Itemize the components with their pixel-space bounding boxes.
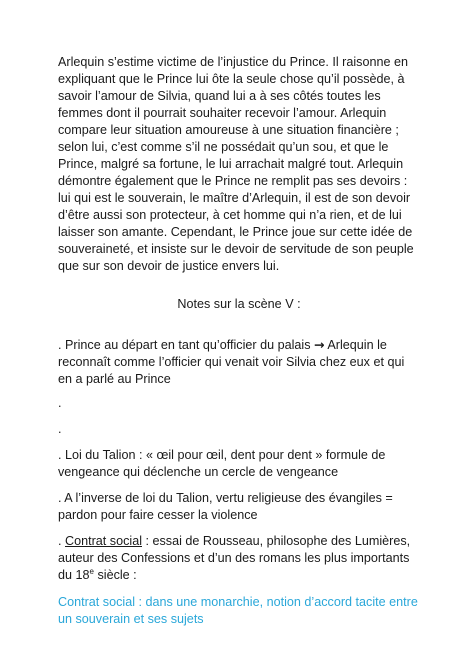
note-prince-officer-text-end: Arlequin le reconnaît comme l’officier qui venait voir Silvia chez eux et qui en a parlé au Prince	[58, 338, 405, 386]
contrat-social-term: Contrat social	[65, 534, 142, 548]
note-prince-officer-text-start: . Prince au départ en tant qu’officier du palais	[58, 338, 315, 352]
note-contrat-social-end: siècle :	[93, 568, 137, 582]
note-contrat-social-body: : essai de Rousseau, philosophe des Lumières, auteur des Confessions et d’un des romans les plus importants du 18	[58, 534, 411, 582]
note-empty-bullet-2: .	[58, 422, 62, 436]
document-page	[58, 54, 420, 628]
body-paragraph: Arlequin s’estime victime de l’injustice du Prince. Il raisonne en expliquant que le Prince lui ôte la seule chose qu’il possède, à savoir l’amour de Silvia, quand lui a à ses côtés toutes les femmes dont il pourrait souhaiter recevoir l’amour. Arlequin compare leur situation amoureuse à une situation financière ; selon lui, c’est comme s’il ne possédait qu’un sou, et que le Prince, malgré sa fortune, le lui arrachait malgré tout. Arlequin démontre également que le Prince ne remplit pas ses devoirs : lui qui est le souverain, le maître d’Arlequin, il est de son devoir d’être aussi son protecteur, à cet homme qui n’a rien, et de lui laisser son amante. Cependant, le Prince joue sur cette idée de souveraineté, et insiste sur le devoir de servitude de son peuple que sur son devoir de justice envers lui.	[58, 55, 414, 273]
note-contrat-social-prefix: .	[58, 534, 65, 548]
notes-heading: Notes sur la scène V :	[177, 297, 301, 311]
note-empty-bullet-1: .	[58, 396, 62, 410]
note-prince-officer	[58, 336, 420, 388]
note-evangiles-pardon: . A l’inverse de loi du Talion, vertu religieuse des évangiles = pardon pour faire cesser la violence	[58, 491, 393, 522]
note-contrat-social-definition: Contrat social : dans une monarchie, notion d’accord tacite entre un souverain et ses sujets	[58, 595, 418, 626]
note-contrat-social	[58, 533, 420, 584]
note-loi-talion: . Loi du Talion : « œil pour œil, dent pour dent » formule de vengeance qui déclenche un cercle de vengeance	[58, 448, 386, 479]
century-superscript: e	[89, 566, 94, 576]
right-arrow-icon: →	[314, 337, 325, 352]
